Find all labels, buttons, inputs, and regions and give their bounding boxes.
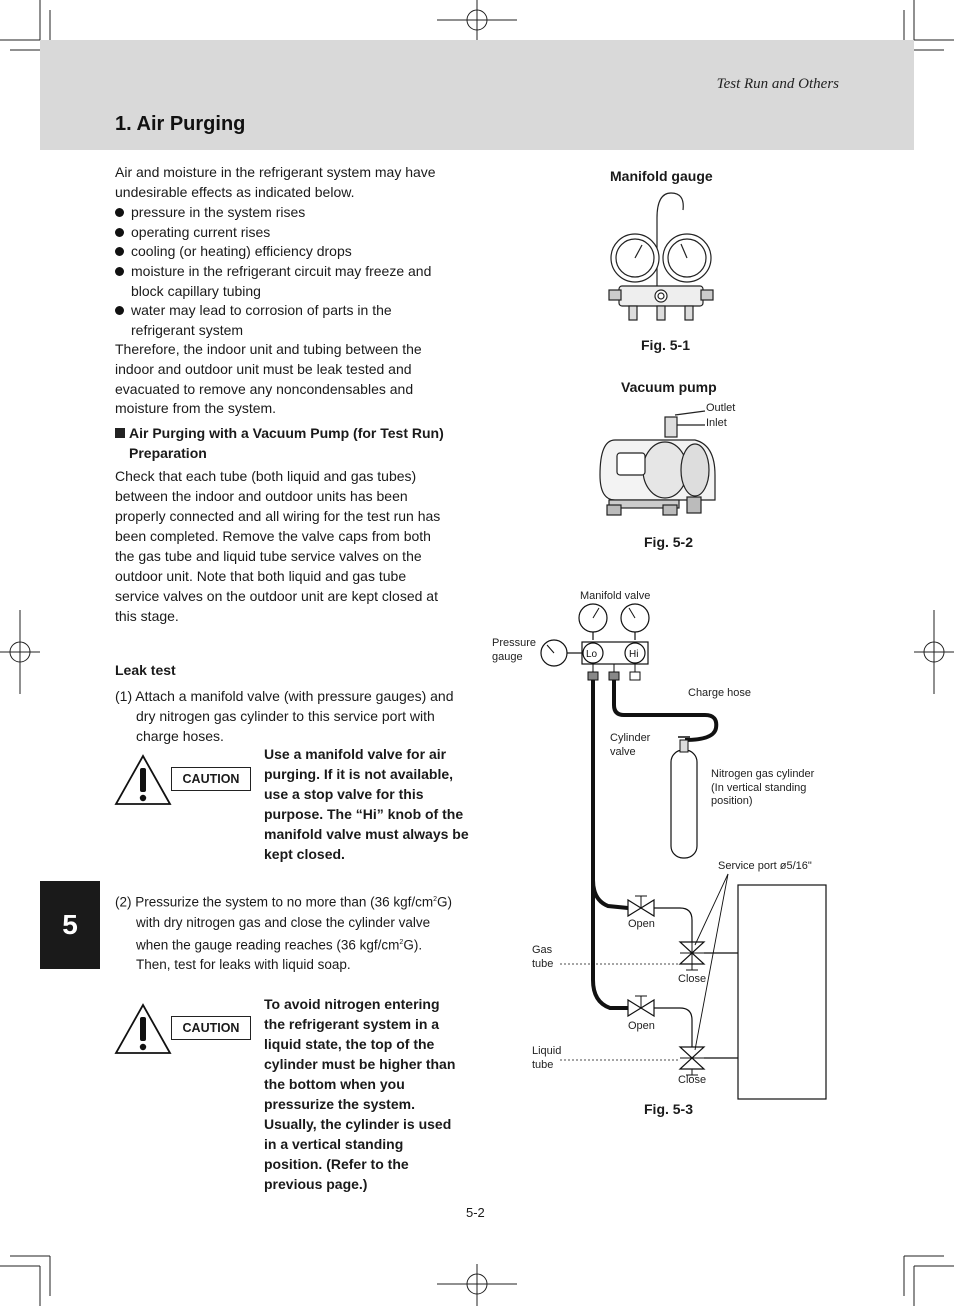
intro-section	[115, 163, 465, 419]
charge-hose-label: Charge hose	[688, 687, 751, 699]
fig3-caption: Fig. 5-3	[644, 1101, 694, 1117]
caution-text: To avoid nitrogen entering the refrigerant system in a liquid state, the top of the cylinder must be higher than the bottom when you pressurize the system. Usually, the cylinder is used in a vertical standing position. (Refer to the previous page.)	[264, 996, 456, 1192]
list-item: water may lead to corrosion of parts in the refrigerant system	[115, 301, 431, 340]
liquid-tube-label: Liquid tube	[532, 1045, 562, 1071]
purging-section	[115, 424, 465, 626]
outlet-label: Outlet	[706, 402, 736, 414]
effects-list	[115, 203, 465, 340]
preparation-body: Check that each tube (both liquid and gas tubes) between the indoor and outdoor units has been properly connected and all wiring for the test run has been completed. Remove the valve caps from both the gas tube and liquid tube service valves on the outdoor unit. Note that both liquid and gas tube service valves on the outdoor unit are kept closed at this stage.	[115, 468, 441, 625]
list-item: pressure in the system rises	[115, 203, 465, 223]
page-number: 5-2	[466, 1205, 485, 1220]
inlet-label: Inlet	[706, 417, 727, 429]
preparation-heading: Preparation	[129, 444, 207, 461]
cylinder-valve-label: Cylinder valve	[610, 732, 651, 758]
warning-triangle-icon	[114, 1003, 172, 1055]
page-title: 1. Air Purging	[115, 113, 246, 135]
intro-paragraph: Air and moisture in the refrigerant system may have undesirable effects as indicated below.	[115, 164, 436, 200]
step-1: (1) Attach a manifold valve (with pressure gauges) and dry nitrogen gas cylinder to this service port with charge hoses.	[115, 687, 454, 744]
gas-tube-label: Gas tube	[532, 944, 554, 970]
square-bullet-icon	[115, 428, 125, 438]
caution-text: Use a manifold valve for air purging. If it is not available, use a stop valve for this purpose. The “Hi” knob of the manifold valve must always be kept closed.	[264, 746, 469, 862]
fig2-title: Vacuum pump	[621, 379, 717, 395]
pressure-gauge-label: Pressure gauge	[492, 637, 537, 663]
therefore-paragraph: Therefore, the indoor unit and tubing between the indoor and outdoor unit must be leak tested and evacuated to remove any noncondensables and moisture from the system.	[115, 341, 422, 417]
piping-diagram	[480, 590, 840, 1110]
section-label: Test Run and Others	[716, 76, 839, 92]
close-label-liquid: Close	[678, 1074, 707, 1086]
list-item: operating current rises	[115, 223, 465, 243]
list-item: moisture in the refrigerant circuit may freeze and block capillary tubing	[115, 262, 451, 301]
close-label-gas: Close	[678, 973, 707, 985]
open-label-gas: Open	[628, 918, 655, 930]
fig2-caption: Fig. 5-2	[644, 534, 694, 550]
vacuum-pump-illustration	[595, 405, 725, 525]
caution-label: CAUTION	[171, 1016, 251, 1040]
fig1-caption: Fig. 5-1	[641, 337, 691, 353]
list-item: cooling (or heating) efficiency drops	[115, 242, 465, 262]
chapter-tab: 5	[40, 881, 100, 969]
warning-triangle-icon	[114, 754, 172, 806]
purging-heading: Air Purging with a Vacuum Pump (for Test Run)	[115, 424, 465, 444]
hi-label: Hi	[629, 649, 639, 660]
open-label-liquid: Open	[628, 1020, 655, 1032]
caution-label: CAUTION	[171, 767, 251, 791]
manifold-valve-label: Manifold valve	[580, 590, 651, 602]
nitrogen-cylinder-label: Nitrogen gas cylinder (In vertical standing position)	[711, 768, 815, 807]
fig1-title: Manifold gauge	[610, 168, 713, 184]
leak-test-heading: Leak test	[115, 662, 176, 678]
leak-test-section	[115, 661, 465, 746]
service-port-label: Service port ø5/16"	[718, 860, 812, 872]
step-2: (2) Pressurize the system to no more than (36 kgf/$cm^2G$) with dry nitrogen gas and close the cylinder valve when the gauge reading reaches (36 kgf/$cm^2G$). Then, test for leaks with liquid soap.	[115, 894, 453, 972]
manifold-gauge-illustration	[605, 188, 715, 333]
lo-label: Lo	[586, 649, 598, 660]
